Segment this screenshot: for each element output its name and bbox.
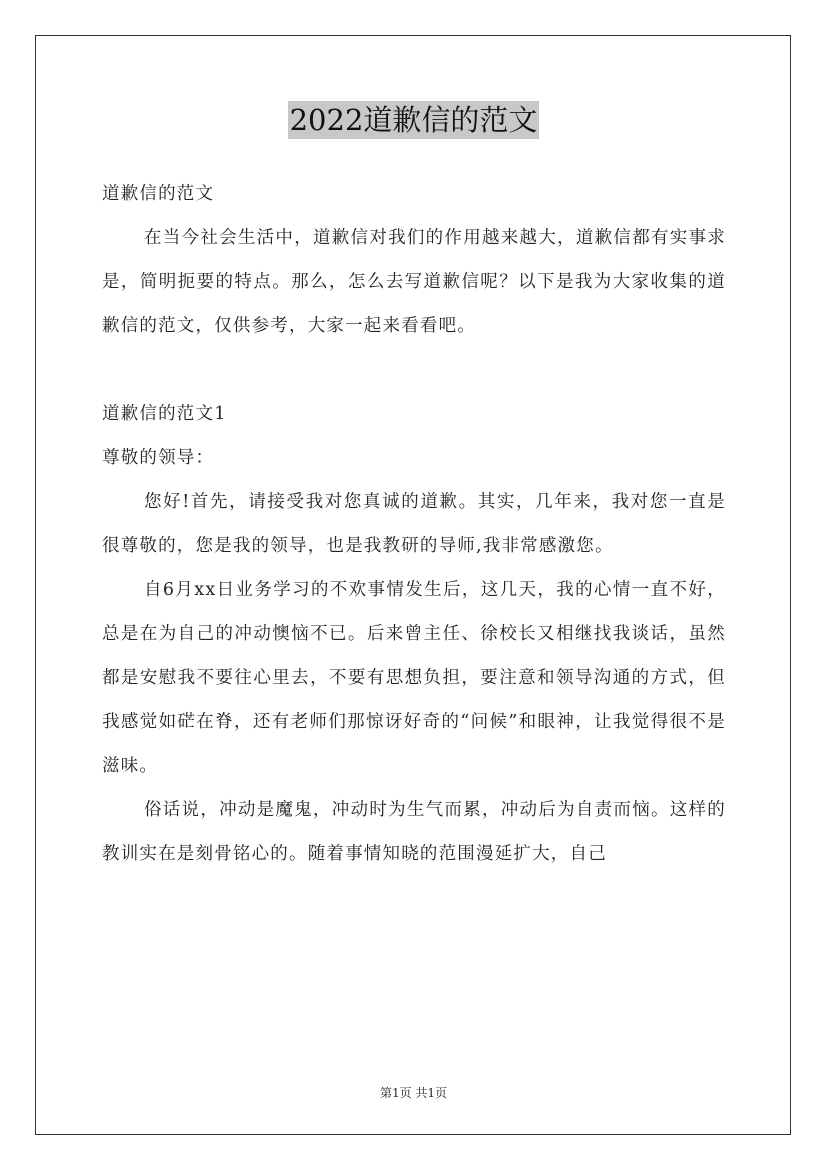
body-paragraph: 自6月xx日业务学习的不欢事情发生后，这几天，我的心情一直不好，总是在为自己的冲动懊恼不已。后来曾主任、徐校长又相继找我谈话，虽然都是安慰我不要往心里去，不要有思想负担，要注意和领导沟通的方式，但我感觉如硭在脊，还有老师们那惊讶好奇的“问候”和眼神，让我觉得很不是滋味。 [102,580,726,776]
section-heading: 道歉信的范文 [102,184,215,204]
letter-heading: 道歉信的范文1 [102,404,227,424]
document-title-wrap [0,100,827,140]
intro-paragraph: 在当今社会生活中，道歉信对我们的作用越来越大，道歉信都有实事求是，简明扼要的特点。那么，怎么去写道歉信呢？以下是我为大家收集的道歉信的范文，仅供参考，大家一起来看看吧。 [102,228,726,336]
body-paragraph: 俗话说，冲动是魔鬼，冲动时为生气而累，冲动后为自责而恼。这样的教训实在是刻骨铭心的。随着事情知晓的范围漫延扩大，自己 [102,800,726,864]
body-paragraph: 您好!首先，请接受我对您真诚的道歉。其实，几年来，我对您一直是很尊敬的，您是我的领导，也是我教研的导师,我非常感激您。 [102,492,726,556]
page-footer [0,1084,827,1101]
blank-line [102,348,726,392]
page-number: 第1页 共1页 [379,1086,448,1100]
salutation: 尊敬的领导： [102,448,215,468]
document-title: 2022道歉信的范文 [289,103,538,137]
document-body [102,172,726,876]
